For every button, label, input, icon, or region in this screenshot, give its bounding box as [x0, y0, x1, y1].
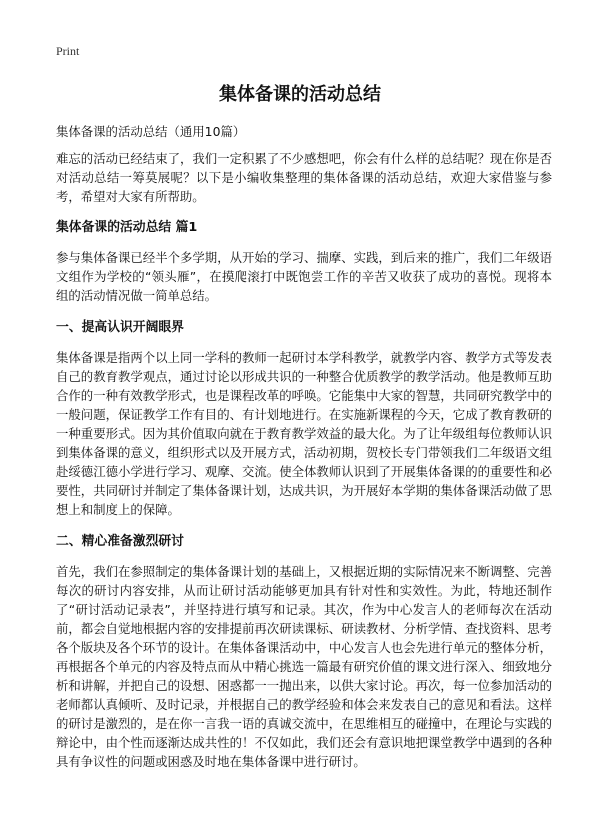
- paragraph-1: 集体备课是指两个以上同一学科的教师一起研讨本学科教学，就教学内容、教学方式等发表自己的教育教学观点，通过讨论以形成共识的一种整合优质教学的教学活动。他是教师互助合作的一种有效教学形式，也是课程改革的呼唤。它能集中大家的智慧，共同研究教学中的一般问题，保证教学工作有目的、有计划地进行。在实施新课程的今天，它成了教育教研的一种重要形式。因为其价值取向就在于教育教学效益的最大化。为了让年级组每位教师认识到集体备课的意义，组织形式以及开展方式，活动初期，贺校长专门带领我们二年级语文组赴绥德江德小学进行学习、观摩、交流。使全体教师认识到了开展集体备课的的重要性和必要性，共同研讨并制定了集体备课计划，达成共识，为开展好本学期的集体备课活动做了思想上和制度上的保障。: [56, 350, 552, 517]
- section-paragraph: 参与集体备课已经半个多学期，从开始的学习、揣摩、实践，到后来的推广，我们二年级语文组作为学校的“领头雁”，在摸爬滚打中既饱尝工作的辛苦又收获了成功的喜悦。现将本组的活动情况做一简单总结。: [56, 250, 552, 303]
- paragraph-2: 首先，我们在参照制定的集体备课计划的基础上，又根据近期的实际情况来不断调整、完善每次的研讨内容安排，从而让研讨活动能够更加具有针对性和实效性。为此，特地还制作了“研讨活动记录表”，并坚持进行填写和记录。其次，作为中心发言人的老师每次在活动前，都会自觉地根据内容的安排提前再次研读课标、研读教材、分析学情、查找资料、思考各个版块及各个环节的设计。在集体备课活动中，中心发言人也会先进行单元的整体分析，再根据各个单元的内容及特点而从中精心挑选一篇最有研究价值的课文进行深入、细致地分析和讲解，并把自己的设想、困惑都一一抛出来，以供大家讨论。再次，每一位参加活动的老师都认真倾听、及时记录，并根据自己的教学经验和体会来发表自己的意见和看法。这样的研讨是激烈的，是在你一言我一语的真诚交流中，在思维相互的碰撞中，在理论与实践的辩论中，由个性而逐渐达成共性的！不仅如此，我们还会有意识地把课堂教学中遇到的各种具有争议性的问题或困惑及时地在集体备课中进行研讨。: [56, 564, 552, 769]
- document-body: [56, 122, 552, 784]
- page-title: 集体备课的活动总结: [219, 84, 381, 105]
- heading-2: 二、精心准备激烈研讨: [56, 534, 184, 549]
- intro-paragraph: 难忘的活动已经结束了，我们一定积累了不少感想吧，你会有什么样的总结呢？现在你是否对活动总结一筹莫展呢？以下是小编收集整理的集体备课的活动总结，欢迎大家借鉴与参考，希望对大家有所帮助。: [56, 151, 552, 204]
- heading-1: 一、提高认识开阔眼界: [56, 320, 184, 335]
- section-title: 集体备课的活动总结 篇1: [56, 220, 198, 235]
- document-subtitle: 集体备课的活动总结（通用10篇）: [56, 124, 246, 139]
- print-link[interactable]: Print: [56, 44, 80, 58]
